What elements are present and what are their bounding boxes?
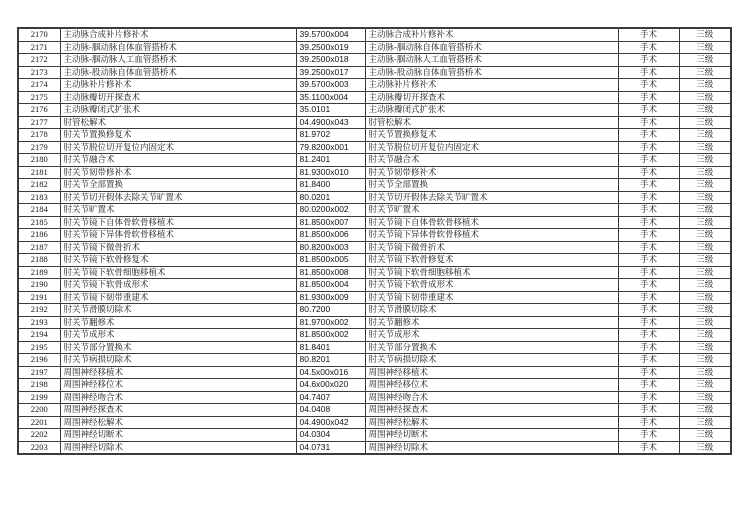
row-number: 2184 — [18, 204, 60, 217]
procedure-code: 81.8500x002 — [296, 329, 365, 342]
procedure-code: 39.5700x004 — [296, 28, 365, 41]
category: 手术 — [618, 329, 679, 342]
grade: 三级 — [679, 166, 731, 179]
procedure-name: 肘关节翻修术 — [60, 316, 296, 329]
procedure-name: 肘关节旷置术 — [60, 204, 296, 217]
procedure-name-repeat: 肘关节融合术 — [365, 154, 618, 167]
procedure-code: 04.4900x042 — [296, 416, 365, 429]
procedure-name: 周围神经松解术 — [60, 416, 296, 429]
procedure-name: 肘关节镜下微骨折术 — [60, 241, 296, 254]
category: 手术 — [618, 316, 679, 329]
category: 手术 — [618, 279, 679, 292]
row-number: 2185 — [18, 216, 60, 229]
table-row — [18, 329, 731, 342]
procedure-name-repeat: 肘关节全部置换 — [365, 179, 618, 192]
procedure-name: 周围神经探查术 — [60, 404, 296, 417]
table-row — [18, 116, 731, 129]
procedure-code: 04.5x00x016 — [296, 366, 365, 379]
procedure-name-repeat: 肘关节镜下异体骨软骨移植术 — [365, 229, 618, 242]
row-number: 2187 — [18, 241, 60, 254]
category: 手术 — [618, 28, 679, 41]
procedure-name: 肘关节全部置换 — [60, 179, 296, 192]
procedure-name: 肘关节镜下软骨细胞移植术 — [60, 266, 296, 279]
procedure-name: 主动脉瓣切开探查术 — [60, 91, 296, 104]
procedure-name-repeat: 周围神经切断术 — [365, 429, 618, 442]
category: 手术 — [618, 141, 679, 154]
table-row — [18, 379, 731, 392]
grade: 三级 — [679, 41, 731, 54]
procedure-name-repeat: 主动脉补片修补术 — [365, 79, 618, 92]
procedure-name: 主动脉补片修补术 — [60, 79, 296, 92]
row-number: 2174 — [18, 79, 60, 92]
procedure-name-repeat: 周围神经松解术 — [365, 416, 618, 429]
procedure-name: 肘关节部分置换术 — [60, 341, 296, 354]
category: 手术 — [618, 354, 679, 367]
procedure-name-repeat: 肘关节翻修术 — [365, 316, 618, 329]
category: 手术 — [618, 129, 679, 142]
procedure-code: 39.2500x018 — [296, 54, 365, 67]
table-row — [18, 341, 731, 354]
procedure-code: 04.0304 — [296, 429, 365, 442]
procedure-code: 81.9300x009 — [296, 291, 365, 304]
grade: 三级 — [679, 129, 731, 142]
procedure-name: 肘关节成形术 — [60, 329, 296, 342]
row-number: 2177 — [18, 116, 60, 129]
table-row — [18, 291, 731, 304]
procedure-name-repeat: 肘关节镜下软骨成形术 — [365, 279, 618, 292]
grade: 三级 — [679, 191, 731, 204]
procedure-name-repeat: 肘关节镜下软骨细胞移植术 — [365, 266, 618, 279]
table-row — [18, 41, 731, 54]
procedure-code: 80.0200x002 — [296, 204, 365, 217]
grade: 三级 — [679, 341, 731, 354]
category: 手术 — [618, 304, 679, 317]
procedure-name-repeat: 肘关节韧带修补术 — [365, 166, 618, 179]
procedure-name-repeat: 肘关节镜下自体骨软骨移植术 — [365, 216, 618, 229]
procedure-name-repeat: 主动脉-腘动脉自体血管搭桥术 — [365, 41, 618, 54]
row-number: 2192 — [18, 304, 60, 317]
procedure-name: 周围神经移位术 — [60, 379, 296, 392]
row-number: 2186 — [18, 229, 60, 242]
grade: 三级 — [679, 441, 731, 454]
grade: 三级 — [679, 241, 731, 254]
row-number: 2179 — [18, 141, 60, 154]
grade: 三级 — [679, 104, 731, 117]
procedure-name-repeat: 主动脉-腘动脉人工血管搭桥术 — [365, 54, 618, 67]
table-row — [18, 241, 731, 254]
row-number: 2178 — [18, 129, 60, 142]
procedure-name: 肘关节滑膜切除术 — [60, 304, 296, 317]
grade: 三级 — [679, 304, 731, 317]
row-number: 2198 — [18, 379, 60, 392]
procedure-name: 主动脉-腘动脉人工血管搭桥术 — [60, 54, 296, 67]
row-number: 2203 — [18, 441, 60, 454]
row-number: 2183 — [18, 191, 60, 204]
procedure-code: 39.2500x019 — [296, 41, 365, 54]
procedure-name: 肘关节病损切除术 — [60, 354, 296, 367]
procedure-name-repeat: 肘关节置换修复术 — [365, 129, 618, 142]
table-row — [18, 391, 731, 404]
row-number: 2182 — [18, 179, 60, 192]
procedure-name-repeat: 肘管松解术 — [365, 116, 618, 129]
category: 手术 — [618, 204, 679, 217]
category: 手术 — [618, 379, 679, 392]
category: 手术 — [618, 429, 679, 442]
grade: 三级 — [679, 66, 731, 79]
table-row — [18, 429, 731, 442]
table-row — [18, 266, 731, 279]
category: 手术 — [618, 241, 679, 254]
category: 手术 — [618, 66, 679, 79]
table-row — [18, 28, 731, 41]
procedure-name: 肘关节镜下自体骨软骨移植术 — [60, 216, 296, 229]
table-row — [18, 404, 731, 417]
grade: 三级 — [679, 79, 731, 92]
procedure-code: 04.7407 — [296, 391, 365, 404]
grade: 三级 — [679, 291, 731, 304]
procedure-code: 39.5700x003 — [296, 79, 365, 92]
procedure-name: 肘关节镜下异体骨软骨移植术 — [60, 229, 296, 242]
procedure-name: 周围神经切除术 — [60, 441, 296, 454]
row-number: 2202 — [18, 429, 60, 442]
grade: 三级 — [679, 354, 731, 367]
procedure-name: 主动脉合成补片修补术 — [60, 28, 296, 41]
table-row — [18, 66, 731, 79]
table-row — [18, 254, 731, 267]
table-row — [18, 204, 731, 217]
category: 手术 — [618, 54, 679, 67]
category: 手术 — [618, 366, 679, 379]
procedure-name: 主动脉瓣闭式扩张术 — [60, 104, 296, 117]
table-row — [18, 441, 731, 454]
procedure-code: 04.6x00x020 — [296, 379, 365, 392]
row-number: 2196 — [18, 354, 60, 367]
table-row — [18, 354, 731, 367]
row-number: 2197 — [18, 366, 60, 379]
row-number: 2191 — [18, 291, 60, 304]
grade: 三级 — [679, 216, 731, 229]
row-number: 2173 — [18, 66, 60, 79]
table-row — [18, 216, 731, 229]
row-number: 2190 — [18, 279, 60, 292]
procedure-name: 主动脉-股动脉自体血管搭桥术 — [60, 66, 296, 79]
procedure-name-repeat: 肘关节成形术 — [365, 329, 618, 342]
row-number: 2189 — [18, 266, 60, 279]
procedure-code: 80.8200x003 — [296, 241, 365, 254]
grade: 三级 — [679, 141, 731, 154]
grade: 三级 — [679, 28, 731, 41]
grade: 三级 — [679, 154, 731, 167]
procedure-code: 81.8401 — [296, 341, 365, 354]
procedure-name: 肘关节切开假体去除关节旷置术 — [60, 191, 296, 204]
grade: 三级 — [679, 254, 731, 267]
procedure-code: 81.9300x010 — [296, 166, 365, 179]
row-number: 2188 — [18, 254, 60, 267]
procedure-name: 肘关节脱位切开复位内固定术 — [60, 141, 296, 154]
category: 手术 — [618, 79, 679, 92]
procedure-name-repeat: 肘关节切开假体去除关节旷置术 — [365, 191, 618, 204]
procedure-name-repeat: 周围神经吻合术 — [365, 391, 618, 404]
table-row — [18, 229, 731, 242]
procedure-name-repeat: 周围神经探查术 — [365, 404, 618, 417]
category: 手术 — [618, 341, 679, 354]
procedure-name: 主动脉-腘动脉自体血管搭桥术 — [60, 41, 296, 54]
table-row — [18, 279, 731, 292]
procedure-name-repeat: 周围神经切除术 — [365, 441, 618, 454]
procedure-code: 81.8500x006 — [296, 229, 365, 242]
procedure-code: 39.2500x017 — [296, 66, 365, 79]
table-row — [18, 91, 731, 104]
procedure-code: 04.0731 — [296, 441, 365, 454]
procedure-name-repeat: 肘关节脱位切开复位内固定术 — [365, 141, 618, 154]
procedure-code: 81.2401 — [296, 154, 365, 167]
procedure-name: 肘关节置换修复术 — [60, 129, 296, 142]
procedure-code: 04.0408 — [296, 404, 365, 417]
table-row — [18, 104, 731, 117]
procedure-code: 81.8500x004 — [296, 279, 365, 292]
procedure-name: 周围神经移植术 — [60, 366, 296, 379]
table-row — [18, 366, 731, 379]
table-row — [18, 304, 731, 317]
grade: 三级 — [679, 404, 731, 417]
procedure-code: 81.8500x005 — [296, 254, 365, 267]
category: 手术 — [618, 41, 679, 54]
procedure-code: 81.9702 — [296, 129, 365, 142]
procedure-code: 81.8400 — [296, 179, 365, 192]
procedure-name-repeat: 肘关节镜下微骨折术 — [365, 241, 618, 254]
procedure-name: 周围神经切断术 — [60, 429, 296, 442]
category: 手术 — [618, 404, 679, 417]
row-number: 2171 — [18, 41, 60, 54]
category: 手术 — [618, 229, 679, 242]
procedure-name: 肘关节镜下软骨修复术 — [60, 254, 296, 267]
row-number: 2180 — [18, 154, 60, 167]
category: 手术 — [618, 91, 679, 104]
procedure-code: 79.8200x001 — [296, 141, 365, 154]
category: 手术 — [618, 266, 679, 279]
procedure-name: 肘关节韧带修补术 — [60, 166, 296, 179]
procedure-name-repeat: 肘关节镜下软骨修复术 — [365, 254, 618, 267]
grade: 三级 — [679, 379, 731, 392]
category: 手术 — [618, 104, 679, 117]
category: 手术 — [618, 179, 679, 192]
table-row — [18, 141, 731, 154]
grade: 三级 — [679, 266, 731, 279]
procedure-code: 81.9700x002 — [296, 316, 365, 329]
row-number: 2181 — [18, 166, 60, 179]
procedure-name-repeat: 肘关节镜下韧带重建术 — [365, 291, 618, 304]
procedure-code: 81.8500x008 — [296, 266, 365, 279]
grade: 三级 — [679, 391, 731, 404]
row-number: 2200 — [18, 404, 60, 417]
procedure-code: 35.0101 — [296, 104, 365, 117]
procedure-name: 肘关节融合术 — [60, 154, 296, 167]
row-number: 2194 — [18, 329, 60, 342]
row-number: 2199 — [18, 391, 60, 404]
grade: 三级 — [679, 279, 731, 292]
procedure-code: 81.8500x007 — [296, 216, 365, 229]
procedure-name-repeat: 肘关节滑膜切除术 — [365, 304, 618, 317]
table-row — [18, 54, 731, 67]
procedure-name-repeat: 肘关节部分置换术 — [365, 341, 618, 354]
category: 手术 — [618, 391, 679, 404]
procedure-name-repeat: 周围神经移位术 — [365, 379, 618, 392]
table-row — [18, 154, 731, 167]
procedure-code: 80.7200 — [296, 304, 365, 317]
table-row — [18, 129, 731, 142]
procedure-name-repeat: 周围神经移植术 — [365, 366, 618, 379]
procedure-name: 肘关节镜下韧带重建术 — [60, 291, 296, 304]
procedure-table-body — [18, 28, 731, 454]
table-row — [18, 191, 731, 204]
grade: 三级 — [679, 329, 731, 342]
table-row — [18, 316, 731, 329]
grade: 三级 — [679, 229, 731, 242]
procedure-code: 80.0201 — [296, 191, 365, 204]
grade: 三级 — [679, 91, 731, 104]
row-number: 2201 — [18, 416, 60, 429]
table-row — [18, 416, 731, 429]
category: 手术 — [618, 116, 679, 129]
row-number: 2172 — [18, 54, 60, 67]
grade: 三级 — [679, 429, 731, 442]
procedure-name-repeat: 主动脉-股动脉自体血管搭桥术 — [365, 66, 618, 79]
category: 手术 — [618, 416, 679, 429]
category: 手术 — [618, 441, 679, 454]
table-row — [18, 79, 731, 92]
grade: 三级 — [679, 316, 731, 329]
category: 手术 — [618, 254, 679, 267]
procedure-name: 肘管松解术 — [60, 116, 296, 129]
procedure-grading-table — [17, 27, 732, 455]
category: 手术 — [618, 216, 679, 229]
procedure-name: 肘关节镜下软骨成形术 — [60, 279, 296, 292]
table-row — [18, 166, 731, 179]
row-number: 2195 — [18, 341, 60, 354]
procedure-name-repeat: 肘关节病损切除术 — [365, 354, 618, 367]
row-number: 2193 — [18, 316, 60, 329]
procedure-name-repeat: 主动脉瓣切开探查术 — [365, 91, 618, 104]
grade: 三级 — [679, 366, 731, 379]
category: 手术 — [618, 166, 679, 179]
procedure-name-repeat: 主动脉合成补片修补术 — [365, 28, 618, 41]
grade: 三级 — [679, 179, 731, 192]
row-number: 2170 — [18, 28, 60, 41]
procedure-code: 80.8201 — [296, 354, 365, 367]
procedure-code: 04.4900x043 — [296, 116, 365, 129]
category: 手术 — [618, 291, 679, 304]
procedure-name-repeat: 主动脉瓣闭式扩张术 — [365, 104, 618, 117]
row-number: 2175 — [18, 91, 60, 104]
grade: 三级 — [679, 204, 731, 217]
procedure-code: 35.1100x004 — [296, 91, 365, 104]
procedure-name: 周围神经吻合术 — [60, 391, 296, 404]
grade: 三级 — [679, 416, 731, 429]
grade: 三级 — [679, 116, 731, 129]
procedure-name-repeat: 肘关节旷置术 — [365, 204, 618, 217]
category: 手术 — [618, 191, 679, 204]
table-row — [18, 179, 731, 192]
category: 手术 — [618, 154, 679, 167]
grade: 三级 — [679, 54, 731, 67]
row-number: 2176 — [18, 104, 60, 117]
